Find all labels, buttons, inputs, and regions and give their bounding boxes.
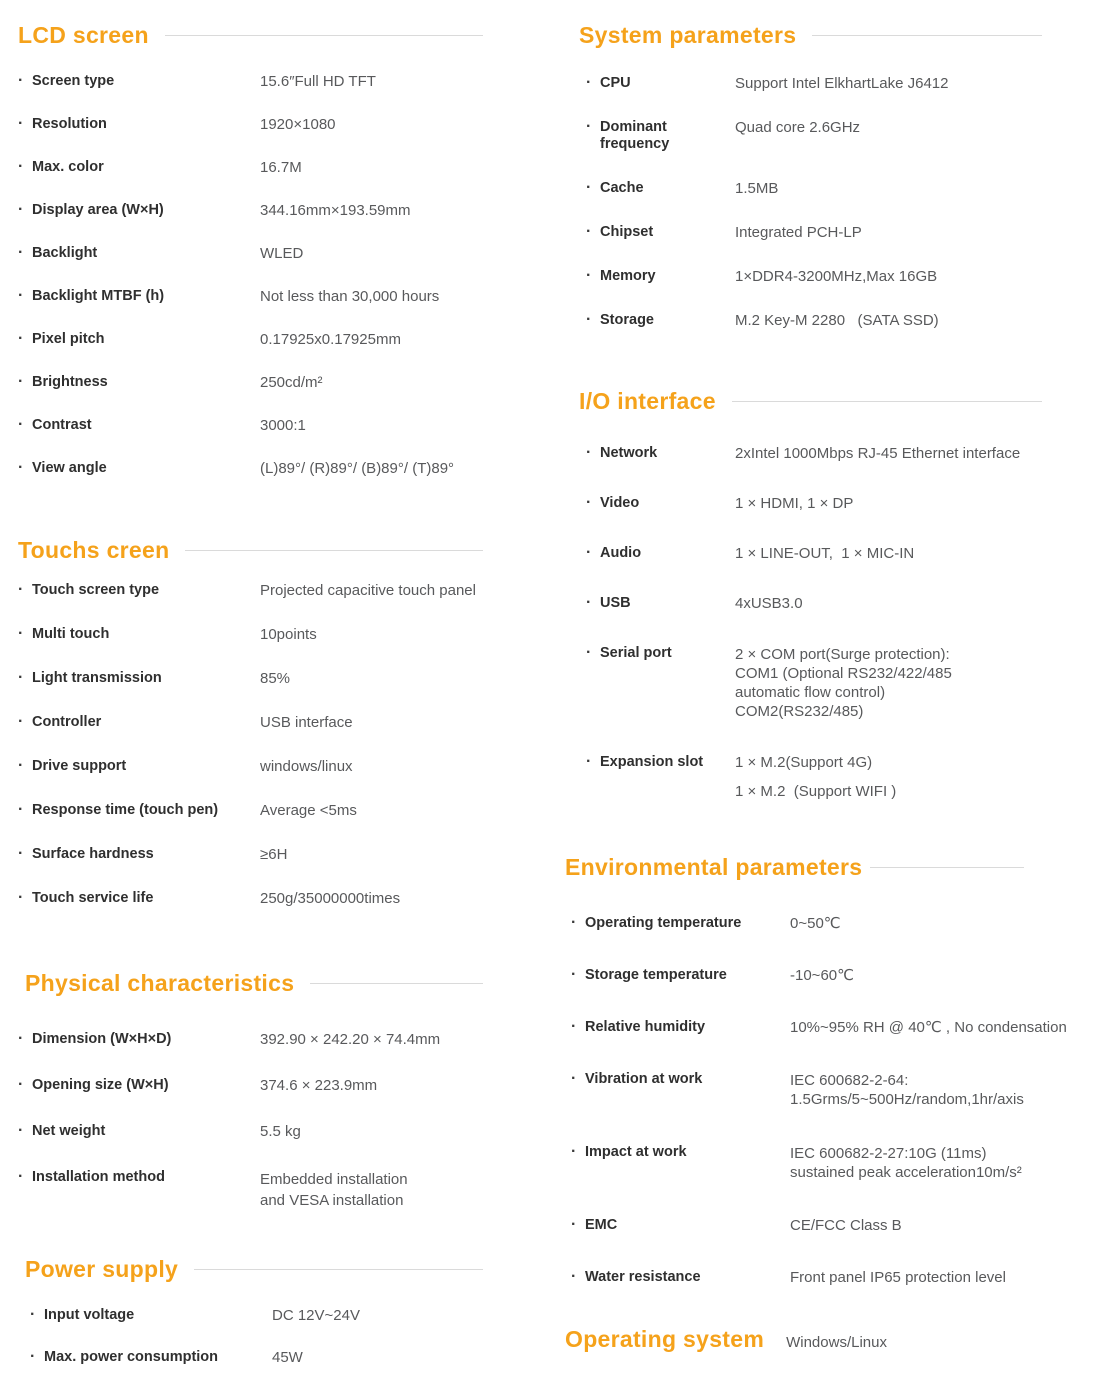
spec-row — [565, 545, 1112, 562]
spec-label: Expansion slot — [600, 754, 704, 770]
spec-label: Contrast — [32, 417, 92, 433]
section-header — [18, 1256, 500, 1283]
spec-label: Response time (touch pen) — [32, 802, 219, 818]
section-header — [565, 854, 1112, 881]
spec-row — [565, 595, 1112, 612]
bullet-icon: · — [18, 889, 24, 906]
spec-value-line: IEC 600682-2-64: — [790, 1072, 909, 1089]
bullet-icon: · — [586, 544, 592, 561]
spec-value: Not less than 30,000 hours — [260, 288, 440, 305]
spec-value-line: Embedded installation — [260, 1171, 408, 1188]
spec-value: Integrated PCH-LP — [735, 224, 862, 241]
section-header — [18, 537, 500, 564]
spec-row — [565, 1019, 1112, 1036]
spec-value: 1 × LINE-OUT, 1 × MIC-IN — [735, 545, 915, 562]
bullet-icon: · — [586, 311, 592, 328]
spec-value: 10%~95% RH @ 40℃ , No condensation — [790, 1019, 1067, 1036]
section-title-operating-system: Operating system — [565, 1326, 765, 1352]
bullet-icon: · — [18, 625, 24, 642]
section-header — [18, 970, 500, 997]
section-touch-screen — [18, 503, 500, 934]
section-title-system-parameters: System parameters — [579, 22, 797, 48]
bullet-icon: · — [18, 845, 24, 862]
bullet-icon: · — [586, 267, 592, 284]
spec-row — [565, 754, 1112, 800]
section-system-parameters — [565, 0, 1112, 356]
spec-value — [735, 645, 1112, 721]
spec-value: DC 12V~24V — [272, 1307, 360, 1324]
spec-value: 85% — [260, 670, 291, 687]
spec-label: Input voltage — [44, 1307, 135, 1323]
section-header — [565, 22, 1112, 49]
bullet-icon: · — [571, 966, 577, 983]
spec-value: WLED — [260, 245, 304, 262]
spec-label: Storage temperature — [585, 967, 727, 983]
spec-label: Controller — [32, 714, 102, 730]
spec-value: 1920×1080 — [260, 116, 336, 133]
bullet-icon: · — [18, 801, 24, 818]
section-header — [565, 1326, 1112, 1353]
spec-label: Memory — [600, 268, 656, 284]
spec-value: CE/FCC Class B — [790, 1217, 902, 1234]
spec-label: Pixel pitch — [32, 331, 105, 347]
spec-label: Chipset — [600, 224, 654, 240]
spec-row — [18, 846, 500, 863]
spec-label: Vibration at work — [585, 1071, 703, 1087]
spec-value: 1 × HDMI, 1 × DP — [735, 495, 854, 512]
spec-value-line: sustained peak acceleration10m/s² — [790, 1164, 1022, 1181]
spec-label: Backlight MTBF (h) — [32, 288, 165, 304]
spec-value: 0~50℃ — [790, 915, 841, 932]
bullet-icon: · — [586, 494, 592, 511]
spec-label: Backlight — [32, 245, 98, 261]
spec-row — [18, 626, 500, 643]
spec-row — [565, 967, 1112, 984]
spec-value: 392.90 × 242.20 × 74.4mm — [260, 1031, 441, 1048]
bullet-icon: · — [30, 1306, 36, 1323]
bullet-icon: · — [571, 1216, 577, 1233]
spec-row — [18, 245, 500, 262]
spec-row — [565, 268, 1112, 285]
spec-label: Surface hardness — [32, 846, 154, 862]
section-power-supply — [18, 1240, 500, 1391]
spec-row — [18, 417, 500, 434]
spec-value: 4xUSB3.0 — [735, 595, 803, 612]
spec-row — [565, 1217, 1112, 1234]
section-io-interface — [565, 356, 1112, 800]
spec-label: Network — [600, 445, 658, 461]
spec-row — [18, 802, 500, 819]
spec-row — [565, 915, 1112, 932]
spec-value: Projected capacitive touch panel — [260, 582, 476, 599]
section-title-power-supply: Power supply — [25, 1256, 179, 1282]
spec-row — [565, 312, 1112, 329]
spec-value: USB interface — [260, 714, 353, 731]
bullet-icon: · — [18, 330, 24, 347]
spec-value-line: COM1 (Optional RS232/422/485 — [735, 665, 952, 682]
section-title-environmental-parameters: Environmental parameters — [565, 854, 863, 880]
spec-row — [18, 670, 500, 687]
spec-value-line: and VESA installation — [260, 1192, 404, 1209]
spec-label: Touch service life — [32, 890, 154, 906]
spec-value: 344.16mm×193.59mm — [260, 202, 411, 219]
spec-row — [18, 288, 500, 305]
spec-label: Cache — [600, 180, 644, 196]
left-column — [18, 0, 500, 1391]
spec-row — [18, 159, 500, 176]
spec-label: Brightness — [32, 374, 108, 390]
spec-value: 0.17925x0.17925mm — [260, 331, 401, 348]
spec-label: Touch screen type — [32, 582, 160, 598]
spec-value: 1×DDR4-3200MHz,Max 16GB — [735, 268, 938, 285]
spec-value: 10points — [260, 626, 317, 643]
spec-row — [18, 1123, 500, 1140]
spec-value-line: COM2(RS232/485) — [735, 703, 864, 720]
section-rule — [194, 1269, 483, 1270]
section-operating-system — [565, 1286, 1112, 1353]
spec-row — [565, 1269, 1112, 1286]
spec-value: 250cd/m² — [260, 374, 323, 391]
bullet-icon: · — [586, 594, 592, 611]
spec-row — [565, 180, 1112, 197]
spec-value: 250g/35000000times — [260, 890, 401, 907]
section-title-touch-screen: Touchs creen — [18, 537, 170, 563]
bullet-icon: · — [18, 416, 24, 433]
spec-row — [565, 75, 1112, 92]
bullet-icon: · — [18, 1030, 24, 1047]
spec-value: 16.7M — [260, 159, 302, 176]
spec-label: Resolution — [32, 116, 107, 132]
spec-row — [18, 331, 500, 348]
spec-row — [565, 1144, 1112, 1182]
spec-label: Operating temperature — [585, 915, 742, 931]
spec-value: windows/linux — [260, 758, 353, 775]
bullet-icon: · — [18, 373, 24, 390]
section-rule — [310, 983, 483, 984]
spec-value: (L)89°/ (R)89°/ (B)89°/ (T)89° — [260, 460, 455, 477]
section-rule — [732, 401, 1042, 402]
spec-label: Max. color — [32, 159, 104, 175]
spec-label: CPU — [600, 75, 631, 91]
spec-row — [565, 445, 1112, 462]
spec-row — [18, 460, 500, 477]
bullet-icon: · — [18, 669, 24, 686]
spec-row — [565, 224, 1112, 241]
bullet-icon: · — [586, 644, 592, 661]
spec-value-line: automatic flow control) — [735, 684, 886, 701]
spec-value: 5.5 kg — [260, 1123, 301, 1140]
spec-label: Dimension (W×H×D) — [32, 1031, 172, 1047]
section-header — [565, 388, 1112, 415]
section-title-lcd-screen: LCD screen — [18, 22, 149, 48]
spec-row — [18, 582, 500, 599]
spec-value-entry: 1 × M.2(Support 4G) — [735, 754, 873, 771]
bullet-icon: · — [18, 1122, 24, 1139]
spec-label: USB — [600, 595, 631, 611]
spec-row — [18, 1307, 500, 1324]
spec-value: Support Intel ElkhartLake J6412 — [735, 75, 949, 92]
bullet-icon: · — [18, 1168, 24, 1185]
spec-value: Front panel IP65 protection level — [790, 1269, 1006, 1286]
spec-value — [790, 1144, 1112, 1182]
spec-label: View angle — [32, 460, 107, 476]
bullet-icon: · — [18, 201, 24, 218]
spec-value: 45W — [272, 1349, 303, 1366]
bullet-icon: · — [18, 72, 24, 89]
spec-label: Installation method — [32, 1169, 165, 1185]
bullet-icon: · — [586, 118, 592, 135]
spec-label: Relative humidity — [585, 1019, 706, 1035]
spec-row — [18, 202, 500, 219]
spec-value: 374.6 × 223.9mm — [260, 1077, 378, 1094]
spec-value: -10~60℃ — [790, 967, 854, 984]
bullet-icon: · — [18, 158, 24, 175]
spec-value: Average <5ms — [260, 802, 357, 819]
spec-row — [565, 1071, 1112, 1109]
spec-value-line: 1.5Grms/5~500Hz/random,1hr/axis — [790, 1091, 1024, 1108]
bullet-icon: · — [586, 753, 592, 770]
bullet-icon: · — [18, 713, 24, 730]
spec-value: 15.6″Full HD TFT — [260, 73, 376, 90]
section-physical-characteristics — [18, 934, 500, 1240]
spec-label: Multi touch — [32, 626, 110, 642]
bullet-icon: · — [18, 459, 24, 476]
spec-value: 2xIntel 1000Mbps RJ-45 Ethernet interface — [735, 445, 1021, 462]
spec-value: 1.5MB — [735, 180, 779, 197]
spec-label: Storage — [600, 312, 654, 328]
spec-value: ≥6H — [260, 846, 288, 863]
section-lcd-screen — [18, 0, 500, 503]
section-environmental-parameters — [565, 800, 1112, 1286]
spec-row — [18, 73, 500, 90]
bullet-icon: · — [571, 1268, 577, 1285]
section-header — [18, 22, 500, 49]
spec-value-line: 2 × COM port(Surge protection): — [735, 646, 950, 663]
spec-label: Screen type — [32, 73, 115, 89]
spec-label: Opening size (W×H) — [32, 1077, 169, 1093]
bullet-icon: · — [18, 757, 24, 774]
bullet-icon: · — [18, 287, 24, 304]
os-value: Windows/Linux — [786, 1334, 887, 1351]
bullet-icon: · — [586, 223, 592, 240]
spec-label: Drive support — [32, 758, 127, 774]
spec-label: Water resistance — [585, 1269, 701, 1285]
spec-row — [565, 119, 1112, 153]
section-rule — [812, 35, 1042, 36]
spec-row — [18, 758, 500, 775]
bullet-icon: · — [30, 1348, 36, 1365]
spec-value: 3000:1 — [260, 417, 306, 434]
bullet-icon: · — [571, 1070, 577, 1087]
bullet-icon: · — [18, 1076, 24, 1093]
bullet-icon: · — [18, 244, 24, 261]
spec-value — [260, 1169, 500, 1211]
bullet-icon: · — [18, 115, 24, 132]
section-rule — [185, 550, 483, 551]
bullet-icon: · — [571, 914, 577, 931]
bullet-icon: · — [586, 179, 592, 196]
bullet-icon: · — [571, 1018, 577, 1035]
section-title-physical-characteristics: Physical characteristics — [25, 970, 295, 996]
spec-row — [18, 1349, 500, 1366]
spec-row — [18, 890, 500, 907]
spec-value: M.2 Key-M 2280 (SATA SSD) — [735, 312, 939, 329]
spec-label: Serial port — [600, 645, 672, 661]
bullet-icon: · — [586, 444, 592, 461]
right-column — [565, 0, 1112, 1353]
section-title-io-interface: I/O interface — [579, 388, 716, 414]
spec-row — [565, 645, 1112, 721]
spec-label: Max. power consumption — [44, 1349, 219, 1365]
spec-row — [18, 1031, 500, 1048]
bullet-icon: · — [18, 581, 24, 598]
bullet-icon: · — [571, 1143, 577, 1160]
spec-row — [565, 495, 1112, 512]
spec-row — [18, 116, 500, 133]
bullet-icon: · — [586, 74, 592, 91]
spec-value: Quad core 2.6GHz — [735, 119, 861, 136]
spec-value-line: IEC 600682-2-27:10G (11ms) — [790, 1145, 987, 1162]
spec-value — [790, 1071, 1112, 1109]
spec-label: Audio — [600, 545, 642, 561]
spec-row — [18, 374, 500, 391]
section-rule — [870, 867, 1024, 868]
spec-label: Light transmission — [32, 670, 162, 686]
spec-row — [18, 1169, 500, 1211]
spec-row — [18, 1077, 500, 1094]
spec-value-entry: 1 × M.2 (Support WIFI ) — [735, 783, 897, 800]
spec-label: Dominant frequency — [600, 119, 670, 152]
spec-label: Impact at work — [585, 1144, 687, 1160]
spec-label: Net weight — [32, 1123, 106, 1139]
spec-label: Video — [600, 495, 640, 511]
spec-label: Display area (W×H) — [32, 202, 164, 218]
spec-label: EMC — [585, 1217, 618, 1233]
spec-value — [735, 754, 1112, 800]
section-rule — [165, 35, 483, 36]
spec-row — [18, 714, 500, 731]
